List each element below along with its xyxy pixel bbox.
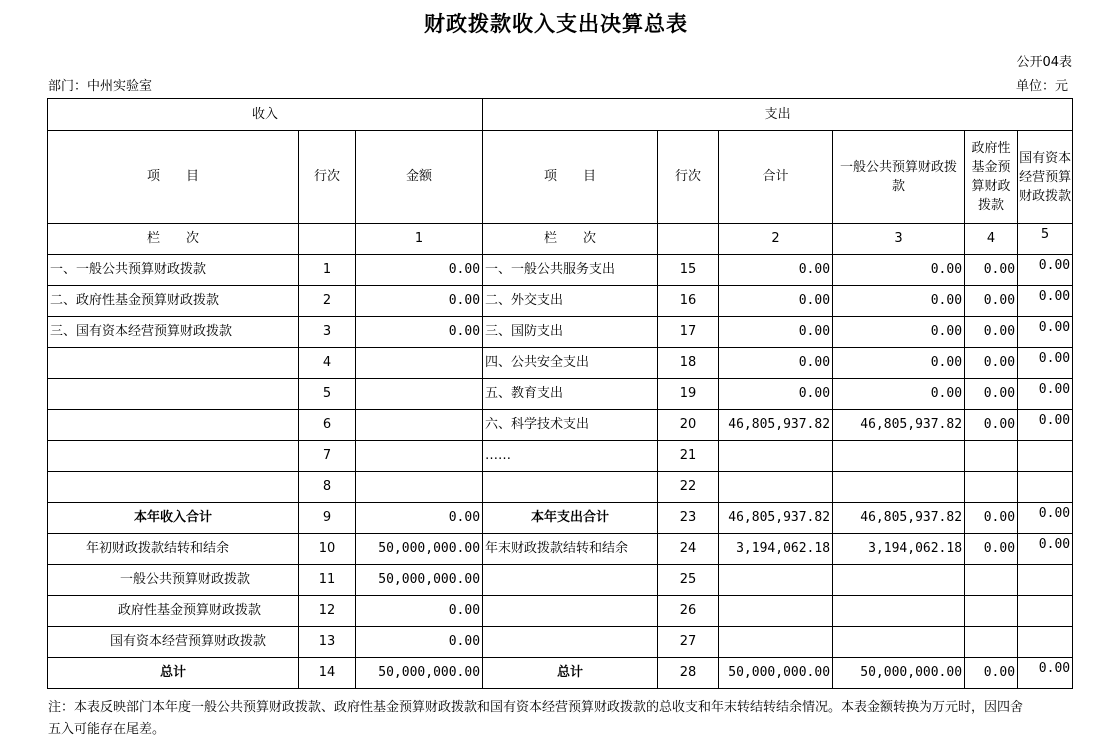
expense-gov-fund: 0.00	[965, 317, 1018, 348]
income-item: 一般公共预算财政拨款	[48, 565, 299, 596]
expense-row-no: 18	[658, 348, 719, 379]
expense-total	[719, 472, 833, 503]
expense-row-no: 20	[658, 410, 719, 441]
expense-row-no: 23	[658, 503, 719, 534]
income-amount	[356, 441, 483, 472]
expense-general	[833, 596, 965, 627]
expense-item	[483, 472, 658, 503]
expense-item	[483, 627, 658, 658]
income-amount: 0.00	[356, 503, 483, 534]
expense-state-capital	[1018, 596, 1073, 627]
expense-state-capital: 0.00	[1018, 255, 1073, 286]
income-row-no: 6	[299, 410, 356, 441]
expense-gov-fund: 0.00	[965, 379, 1018, 410]
expense-gov-fund: 0.00	[965, 286, 1018, 317]
department-label: 部门：中州实验室	[48, 79, 153, 94]
expense-item: 二、外交支出	[483, 286, 658, 317]
income-item	[48, 441, 299, 472]
expense-gov-fund: 0.00	[965, 348, 1018, 379]
expense-column-no	[658, 224, 719, 255]
expense-total: 0.00	[719, 379, 833, 410]
col1-index: 1	[356, 224, 483, 255]
expense-general: 0.00	[833, 255, 965, 286]
expense-item: 一、一般公共服务支出	[483, 255, 658, 286]
income-amount: 0.00	[356, 286, 483, 317]
expense-gov-fund	[965, 441, 1018, 472]
income-row-no: 3	[299, 317, 356, 348]
expense-row-no: 22	[658, 472, 719, 503]
table-row	[48, 503, 1073, 534]
income-row-no: 14	[299, 658, 356, 689]
table-row	[48, 348, 1073, 379]
income-row-no: 13	[299, 627, 356, 658]
column-index-row	[48, 224, 1073, 255]
expense-general: 0.00	[833, 317, 965, 348]
expense-item: 五、教育支出	[483, 379, 658, 410]
expense-general	[833, 472, 965, 503]
expense-item	[483, 596, 658, 627]
expense-gov-fund	[965, 596, 1018, 627]
income-row-no: 5	[299, 379, 356, 410]
income-amount: 50,000,000.00	[356, 534, 483, 565]
expense-total: 0.00	[719, 348, 833, 379]
table-row	[48, 596, 1073, 627]
expense-general	[833, 441, 965, 472]
expense-state-capital: 0.00	[1018, 503, 1073, 534]
expense-state-capital: 0.00	[1018, 410, 1073, 441]
expense-total: 50,000,000.00	[719, 658, 833, 689]
income-column-label: 栏 次	[48, 224, 299, 255]
income-row-no: 7	[299, 441, 356, 472]
income-row-no: 9	[299, 503, 356, 534]
expense-general: 0.00	[833, 348, 965, 379]
expense-state-capital: 0.00	[1018, 286, 1073, 317]
table-number: 公开04表	[1016, 55, 1072, 70]
table-row	[48, 658, 1073, 689]
income-item	[48, 472, 299, 503]
income-item	[48, 348, 299, 379]
expense-total: 0.00	[719, 286, 833, 317]
expense-total: 3,194,062.18	[719, 534, 833, 565]
income-item: 年初财政拨款结转和结余	[48, 534, 299, 565]
expense-gov-fund: 0.00	[965, 255, 1018, 286]
income-row-no: 10	[299, 534, 356, 565]
col3-index: 3	[833, 224, 965, 255]
expense-gov-fund: 0.00	[965, 410, 1018, 441]
income-item: 二、政府性基金预算财政拨款	[48, 286, 299, 317]
income-item	[48, 379, 299, 410]
expense-row-no: 27	[658, 627, 719, 658]
expense-general: 0.00	[833, 379, 965, 410]
footnote: 注：本表反映部门本年度一般公共预算财政拨款、政府性基金预算财政拨款和国有资本经营预算财政拨款的总收支和年末转结转结余情况。本表金额转换为万元时，因四舍五入可能存在尾差。	[48, 700, 1024, 737]
income-amount-header: 金额	[356, 131, 483, 224]
income-amount: 0.00	[356, 255, 483, 286]
total-header: 合计	[719, 131, 833, 224]
income-header: 收入	[48, 99, 483, 131]
page-title: 财政拨款收入支出决算总表	[424, 11, 688, 36]
expense-header: 支出	[483, 99, 1073, 131]
expense-gov-fund	[965, 472, 1018, 503]
state-capital-header: 国有资本经营预算财政拨款	[1018, 131, 1073, 224]
income-amount: 0.00	[356, 627, 483, 658]
expense-item: 年末财政拨款结转和结余	[483, 534, 658, 565]
income-amount	[356, 472, 483, 503]
expense-row-no: 24	[658, 534, 719, 565]
expense-total	[719, 627, 833, 658]
expense-total: 46,805,937.82	[719, 410, 833, 441]
expense-row-no-header: 行次	[658, 131, 719, 224]
expense-item: 三、国防支出	[483, 317, 658, 348]
income-row-no: 4	[299, 348, 356, 379]
table-row	[48, 317, 1073, 348]
expense-row-no: 17	[658, 317, 719, 348]
income-item: 政府性基金预算财政拨款	[48, 596, 299, 627]
income-amount: 50,000,000.00	[356, 658, 483, 689]
table-row	[48, 534, 1073, 565]
expense-state-capital: 0.00	[1018, 534, 1073, 565]
expense-state-capital	[1018, 627, 1073, 658]
expense-total: 0.00	[719, 317, 833, 348]
table-row	[48, 441, 1073, 472]
expense-row-no: 19	[658, 379, 719, 410]
income-item-header: 项 目	[48, 131, 299, 224]
expense-state-capital: 0.00	[1018, 658, 1073, 689]
expense-state-capital: 0.00	[1018, 379, 1073, 410]
income-amount	[356, 410, 483, 441]
income-column-no	[299, 224, 356, 255]
income-row-no: 11	[299, 565, 356, 596]
expense-row-no: 16	[658, 286, 719, 317]
expense-column-label: 栏 次	[483, 224, 658, 255]
income-amount	[356, 348, 483, 379]
expense-general	[833, 627, 965, 658]
income-row-no: 12	[299, 596, 356, 627]
expense-total	[719, 565, 833, 596]
expense-state-capital: 0.00	[1018, 348, 1073, 379]
header-row-group	[48, 99, 1073, 131]
expense-general: 3,194,062.18	[833, 534, 965, 565]
expense-row-no: 26	[658, 596, 719, 627]
table-row	[48, 255, 1073, 286]
expense-gov-fund: 0.00	[965, 503, 1018, 534]
col2-index: 2	[719, 224, 833, 255]
expense-total: 46,805,937.82	[719, 503, 833, 534]
header-row-columns	[48, 131, 1073, 224]
income-grand-total-label: 总计	[48, 658, 299, 689]
gov-fund-header: 政府性基金预算财政拨款	[965, 131, 1018, 224]
general-budget-header: 一般公共预算财政拨款	[833, 131, 965, 224]
expense-gov-fund: 0.00	[965, 658, 1018, 689]
expense-item-header: 项 目	[483, 131, 658, 224]
summary-table	[47, 98, 1073, 689]
expense-state-capital: 0.00	[1018, 317, 1073, 348]
col4-index: 4	[965, 224, 1018, 255]
expense-item: 四、公共安全支出	[483, 348, 658, 379]
expense-grand-total-label: 总计	[483, 658, 658, 689]
expense-item: 六、科学技术支出	[483, 410, 658, 441]
income-amount: 0.00	[356, 317, 483, 348]
table-row	[48, 472, 1073, 503]
income-item: 三、国有资本经营预算财政拨款	[48, 317, 299, 348]
expense-item: ……	[483, 441, 658, 472]
expense-state-capital	[1018, 441, 1073, 472]
income-row-no: 1	[299, 255, 356, 286]
table-row	[48, 410, 1073, 441]
table-row	[48, 565, 1073, 596]
expense-gov-fund	[965, 627, 1018, 658]
expense-general: 0.00	[833, 286, 965, 317]
expense-row-no: 15	[658, 255, 719, 286]
expense-total: 0.00	[719, 255, 833, 286]
unit-label: 单位：元	[1015, 79, 1068, 94]
income-item	[48, 410, 299, 441]
income-row-no: 8	[299, 472, 356, 503]
expense-subtotal-label: 本年支出合计	[483, 503, 658, 534]
income-item: 国有资本经营预算财政拨款	[48, 627, 299, 658]
expense-total	[719, 596, 833, 627]
expense-row-no: 25	[658, 565, 719, 596]
income-row-no-header: 行次	[299, 131, 356, 224]
expense-item	[483, 565, 658, 596]
expense-general: 50,000,000.00	[833, 658, 965, 689]
table-row	[48, 627, 1073, 658]
income-amount: 0.00	[356, 596, 483, 627]
income-amount	[356, 379, 483, 410]
expense-general: 46,805,937.82	[833, 410, 965, 441]
expense-gov-fund: 0.00	[965, 534, 1018, 565]
expense-state-capital	[1018, 472, 1073, 503]
income-amount: 50,000,000.00	[356, 565, 483, 596]
income-subtotal-label: 本年收入合计	[48, 503, 299, 534]
expense-gov-fund	[965, 565, 1018, 596]
table-row	[48, 286, 1073, 317]
income-item: 一、一般公共预算财政拨款	[48, 255, 299, 286]
expense-row-no: 21	[658, 441, 719, 472]
expense-general: 46,805,937.82	[833, 503, 965, 534]
expense-row-no: 28	[658, 658, 719, 689]
expense-state-capital	[1018, 565, 1073, 596]
expense-general	[833, 565, 965, 596]
col5-index: 5	[1018, 224, 1073, 255]
expense-total	[719, 441, 833, 472]
income-row-no: 2	[299, 286, 356, 317]
table-row	[48, 379, 1073, 410]
